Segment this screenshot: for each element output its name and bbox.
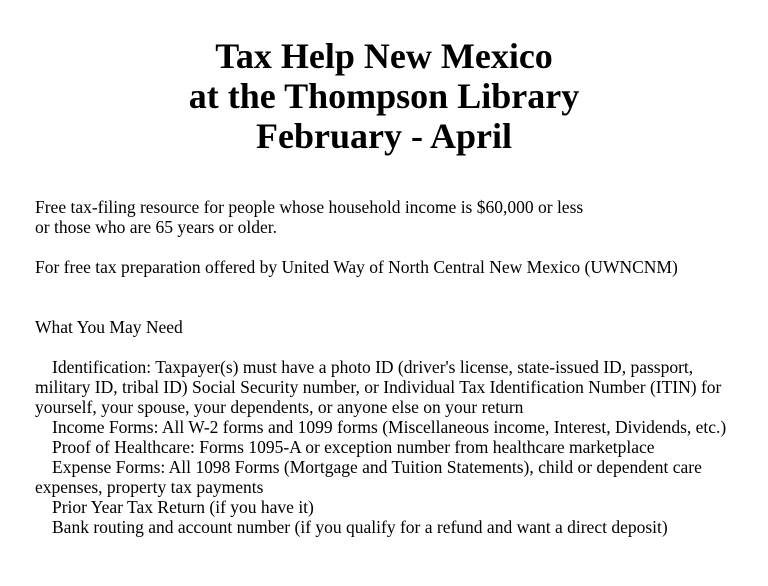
list-item-prior-year-return: Prior Year Tax Return (if you have it) — [52, 497, 314, 517]
title-line-3: February - April — [256, 116, 512, 156]
intro-line-1: Free tax-filing resource for people whose household income is $60,000 or less — [35, 197, 584, 217]
section-heading: What You May Need — [35, 317, 183, 337]
list-item-identification: Identification: Taxpayer(s) must have a photo ID (driver's license, state-issued ID, passport, military ID, tribal ID) Social Security number, or Individual Tax Identification Number (ITIN) for yourself, your spouse, your dependents, or anyone else on your return — [35, 357, 722, 417]
title-line-2: at the Thompson Library — [188, 76, 580, 116]
intro-paragraph — [35, 197, 740, 237]
provider-paragraph: For free tax preparation offered by United Way of North Central New Mexico (UWNCNM) — [35, 257, 678, 277]
list-item-bank-routing: Bank routing and account number (if you qualify for a refund and want a direct deposit) — [52, 517, 668, 537]
intro-line-2: or those who are 65 years or older. — [35, 217, 278, 237]
list-item-income-forms: Income Forms: All W-2 forms and 1099 forms (Miscellaneous income, Interest, Dividends, etc.) — [52, 417, 727, 437]
main-content — [35, 197, 740, 537]
list-item-proof-of-healthcare: Proof of Healthcare: Forms 1095-A or exception number from healthcare marketplace — [52, 437, 655, 457]
title-line-1: Tax Help New Mexico — [215, 36, 553, 76]
page-title — [0, 36, 768, 156]
list-item-expense-forms: Expense Forms: All 1098 Forms (Mortgage and Tuition Statements), child or dependent care expenses, property tax payments — [35, 457, 702, 497]
